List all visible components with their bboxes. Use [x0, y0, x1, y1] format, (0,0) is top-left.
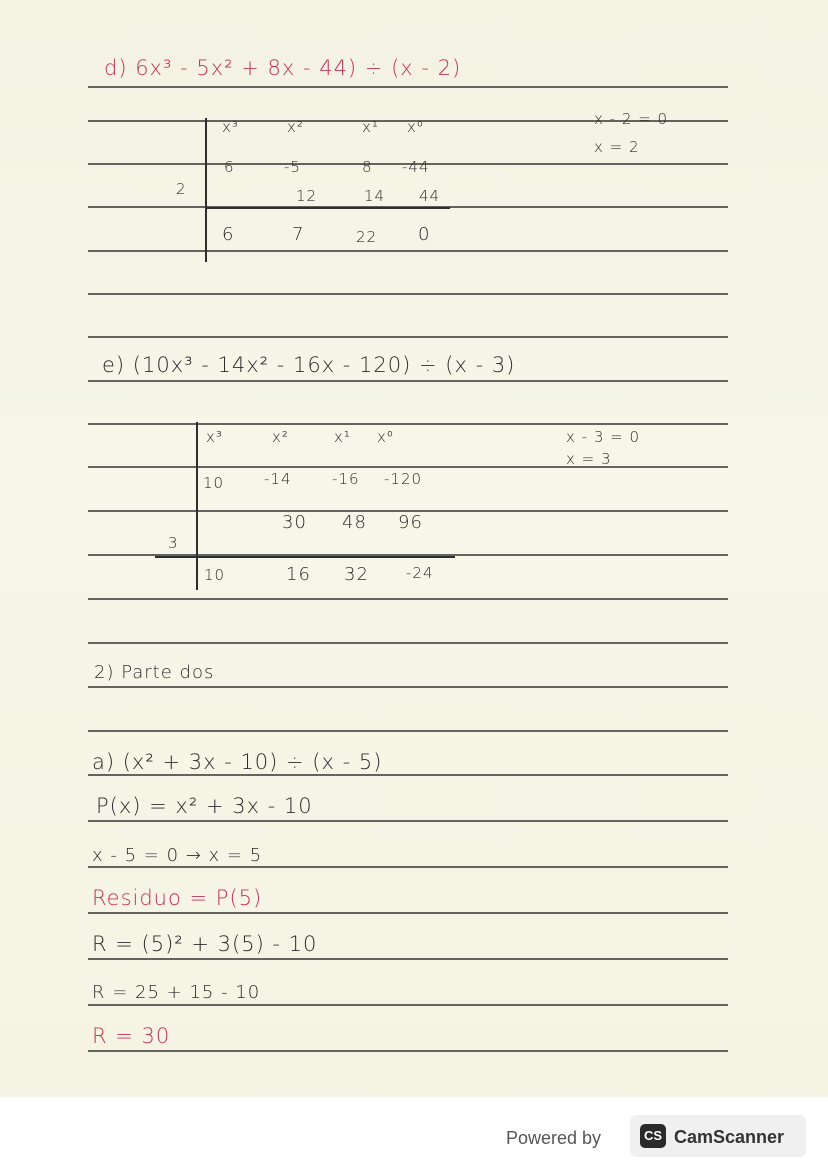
note-e-2: x = 3: [566, 450, 612, 468]
sum-line-d: [205, 207, 450, 209]
ruled-line: [88, 1050, 728, 1052]
division-bar-e: [196, 422, 198, 590]
result-line: R = 30: [92, 1024, 171, 1048]
header-x2: x²: [287, 118, 304, 136]
problem-e-title: e) (10x³ - 14x² - 16x - 120) ÷ (x - 3): [102, 353, 516, 377]
coef-d-1: 6: [224, 158, 235, 176]
part-two-a-title: a) (x² + 3x - 10) ÷ (x - 5): [92, 750, 383, 774]
prod-d-2: 14: [364, 187, 386, 205]
result-d-3: 22: [356, 228, 378, 246]
ruled-line: [88, 380, 728, 382]
prod-d-3: 44: [419, 187, 441, 205]
prod-e-1: 30: [282, 512, 307, 533]
note-d-1: x - 2 = 0: [594, 110, 669, 128]
ruled-line: [88, 958, 728, 960]
result-d-2: 7: [292, 224, 305, 245]
coef-e-1: 10: [203, 474, 225, 492]
header-e-x1: x¹: [334, 428, 351, 446]
p-of-x: P(x) = x² + 3x - 10: [96, 794, 313, 818]
prod-e-3: 96: [398, 512, 423, 533]
result-e-1: 10: [204, 566, 226, 584]
result-e-2: 16: [286, 564, 311, 585]
ruled-line: [88, 912, 728, 914]
ruled-line: [88, 423, 728, 425]
ruled-line: [88, 774, 728, 776]
ruled-line: [88, 86, 728, 88]
header-e-x3: x³: [206, 428, 223, 446]
problem-d-title: d) 6x³ - 5x² + 8x - 44) ÷ (x - 2): [104, 56, 462, 80]
result-e-3: 32: [344, 564, 369, 585]
result-e-4: -24: [406, 564, 434, 582]
divisor-d: 2: [176, 180, 187, 198]
ruled-line: [88, 250, 728, 252]
residuo-line: Residuo = P(5): [92, 886, 263, 910]
ruled-line: [88, 642, 728, 644]
step-1: R = (5)² + 3(5) - 10: [92, 932, 318, 956]
header-e-x2: x²: [272, 428, 289, 446]
ruled-line: [88, 598, 728, 600]
coef-e-3: -16: [332, 470, 360, 488]
sum-line-e: [155, 556, 455, 558]
ruled-line: [88, 820, 728, 822]
note-e-1: x - 3 = 0: [566, 428, 641, 446]
header-x1: x¹: [362, 118, 379, 136]
header-x0: x⁰: [407, 118, 424, 136]
header-x3: x³: [222, 118, 239, 136]
ruled-line: [88, 293, 728, 295]
coef-d-3: 8: [362, 158, 373, 176]
coef-e-2: -14: [264, 470, 292, 488]
root-line: x - 5 = 0 → x = 5: [92, 845, 263, 866]
powered-by-label: Powered by: [506, 1128, 602, 1148]
coef-e-4: -120: [384, 470, 423, 488]
header-e-x0: x⁰: [377, 428, 394, 446]
ruled-line: [88, 336, 728, 338]
camscanner-logo-icon: CS: [640, 1124, 666, 1148]
result-d-1: 6: [222, 224, 235, 245]
prod-d-1: 12: [296, 187, 318, 205]
ruled-line: [88, 466, 728, 468]
step-2: R = 25 + 15 - 10: [92, 982, 261, 1003]
coef-d-2: -5: [284, 158, 301, 176]
coef-d-4: -44: [402, 158, 430, 176]
note-d-2: x = 2: [594, 138, 640, 156]
camscanner-brand: CamScanner: [674, 1127, 785, 1147]
ruled-line: [88, 730, 728, 732]
division-bar-d: [205, 118, 207, 262]
ruled-line: [88, 866, 728, 868]
ruled-line: [88, 1004, 728, 1006]
ruled-line: [88, 686, 728, 688]
prod-e-2: 48: [342, 512, 367, 533]
result-d-4: 0: [418, 224, 431, 245]
part-two-heading: 2) Parte dos: [94, 662, 215, 683]
divisor-e: 3: [168, 534, 179, 552]
